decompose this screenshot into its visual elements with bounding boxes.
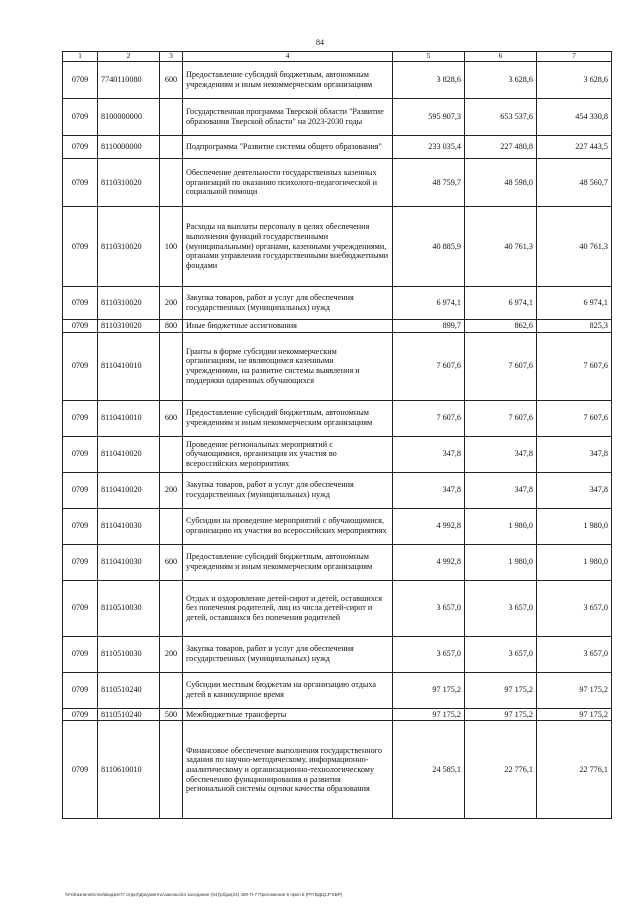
amount-col7: 1 980,0 (537, 508, 612, 544)
section-code: 0709 (63, 319, 98, 332)
amount-col6: 347,8 (465, 472, 537, 508)
target-article-code: 8100000000 (98, 98, 160, 135)
amount-col5: 6 974,1 (393, 286, 465, 319)
expense-type-code: 200 (160, 472, 183, 508)
section-code: 0709 (63, 636, 98, 672)
amount-col5: 48 759,7 (393, 158, 465, 206)
expense-type-code (160, 672, 183, 708)
section-code: 0709 (63, 580, 98, 636)
expense-type-code (160, 158, 183, 206)
expense-type-code: 500 (160, 708, 183, 721)
amount-col6: 40 761,3 (465, 206, 537, 286)
table-row (63, 636, 612, 672)
table-row (63, 400, 612, 436)
amount-col5: 4 992,8 (393, 508, 465, 544)
expense-type-code (160, 332, 183, 400)
target-article-code: 8110510030 (98, 580, 160, 636)
table-row (63, 721, 612, 819)
amount-col5: 40 885,9 (393, 206, 465, 286)
section-code: 0709 (63, 400, 98, 436)
amount-col7: 3 657,0 (537, 636, 612, 672)
row-name: Гранты в форме субсидии некоммерческим организациям, не являющимся казенными учреждениями, на развитие системы выявления и поддержки одаренных обучающихся (183, 332, 393, 400)
file-path-footer: \\Fs\Казначейство\Бюджет\7 отдел\Документы\законы\24 заседание (04)\рбдж(24) 460-П-7 Приложение 5 прил 6 (РП ВДЦСР КВР) (65, 892, 343, 897)
row-name: Закупка товаров, работ и услуг для обеспечения государственных (муниципальных) нужд (183, 286, 393, 319)
amount-col5: 347,8 (393, 472, 465, 508)
amount-col5: 233 035,4 (393, 135, 465, 158)
column-number: 6 (465, 52, 537, 62)
amount-col6: 6 974,1 (465, 286, 537, 319)
amount-col7: 22 776,1 (537, 721, 612, 819)
table-row (63, 61, 612, 98)
amount-col5: 7 607,6 (393, 400, 465, 436)
amount-col7: 97 175,2 (537, 708, 612, 721)
table-row (63, 319, 612, 332)
amount-col7: 825,3 (537, 319, 612, 332)
column-number: 7 (537, 52, 612, 62)
section-code: 0709 (63, 544, 98, 580)
amount-col5: 347,8 (393, 436, 465, 472)
row-name: Закупка товаров, работ и услуг для обеспечения государственных (муниципальных) нужд (183, 472, 393, 508)
amount-col6: 48 598,0 (465, 158, 537, 206)
amount-col6: 3 657,0 (465, 580, 537, 636)
amount-col7: 3 657,0 (537, 580, 612, 636)
target-article-code: 8110000000 (98, 135, 160, 158)
section-code: 0709 (63, 158, 98, 206)
table-row (63, 708, 612, 721)
table-row (63, 332, 612, 400)
expense-type-code (160, 135, 183, 158)
amount-col5: 3 657,0 (393, 580, 465, 636)
target-article-code: 8110410020 (98, 436, 160, 472)
row-name: Финансовое обеспечение выполнения государственного задания по научно-методическому, информационно-аналитическому и организационно-технологическому обеспечению функционирования и развития региональной системы оценки качества образования (183, 721, 393, 819)
column-number: 5 (393, 52, 465, 62)
amount-col5: 595 907,3 (393, 98, 465, 135)
column-number: 4 (183, 52, 393, 62)
amount-col6: 227 480,8 (465, 135, 537, 158)
amount-col6: 7 607,6 (465, 332, 537, 400)
amount-col7: 454 330,8 (537, 98, 612, 135)
row-name: Иные бюджетные ассигнования (183, 319, 393, 332)
amount-col5: 4 992,8 (393, 544, 465, 580)
table-row (63, 135, 612, 158)
amount-col7: 40 761,3 (537, 206, 612, 286)
table-row (63, 544, 612, 580)
column-number: 1 (63, 52, 98, 62)
expense-type-code: 600 (160, 61, 183, 98)
section-code: 0709 (63, 721, 98, 819)
amount-col6: 1 980,0 (465, 508, 537, 544)
row-name: Отдых и оздоровление детей-сирот и детей, оставшихся без попечения родителей, лиц из числа детей-сирот и детей, оставшихся без попечения родителей (183, 580, 393, 636)
row-name: Субсидии местным бюджетам на организацию отдыха детей в каникулярное время (183, 672, 393, 708)
amount-col6: 7 607,6 (465, 400, 537, 436)
expense-type-code (160, 721, 183, 819)
section-code: 0709 (63, 436, 98, 472)
row-name: Предоставление субсидий бюджетным, автономным учреждениям и иным некоммерческим организациям (183, 61, 393, 98)
row-name: Субсидии на проведение мероприятий с обучающимися, организацию их участия во всероссийских мероприятиях (183, 508, 393, 544)
row-name: Межбюджетные трансферты (183, 708, 393, 721)
section-code: 0709 (63, 135, 98, 158)
amount-col6: 97 175,2 (465, 672, 537, 708)
row-name: Подпрограмма "Развитие системы общего образования" (183, 135, 393, 158)
expense-type-code: 100 (160, 206, 183, 286)
expense-type-code (160, 98, 183, 135)
amount-col7: 97 175,2 (537, 672, 612, 708)
target-article-code: 8110410010 (98, 400, 160, 436)
amount-col7: 3 628,6 (537, 61, 612, 98)
expense-type-code: 200 (160, 286, 183, 319)
target-article-code: 8110510030 (98, 636, 160, 672)
amount-col5: 3 828,6 (393, 61, 465, 98)
section-code: 0709 (63, 98, 98, 135)
section-code: 0709 (63, 206, 98, 286)
target-article-code: 8110610010 (98, 721, 160, 819)
target-article-code: 7740110080 (98, 61, 160, 98)
amount-col6: 862,6 (465, 319, 537, 332)
amount-col5: 24 585,1 (393, 721, 465, 819)
row-name: Проведение региональных мероприятий с обучающимися, организация их участия во всероссийских мероприятиях (183, 436, 393, 472)
row-name: Предоставление субсидий бюджетным, автономным учреждениям и иным некоммерческим организациям (183, 544, 393, 580)
table-row (63, 672, 612, 708)
amount-col7: 6 974,1 (537, 286, 612, 319)
target-article-code: 8110410010 (98, 332, 160, 400)
amount-col6: 347,8 (465, 436, 537, 472)
row-name: Предоставление субсидий бюджетным, автономным учреждениям и иным некоммерческим организациям (183, 400, 393, 436)
amount-col7: 48 560,7 (537, 158, 612, 206)
amount-col5: 97 175,2 (393, 672, 465, 708)
target-article-code: 8110310020 (98, 158, 160, 206)
amount-col7: 1 980,0 (537, 544, 612, 580)
expense-type-code: 600 (160, 400, 183, 436)
amount-col5: 3 657,0 (393, 636, 465, 672)
target-article-code: 8110410030 (98, 544, 160, 580)
amount-col7: 7 607,6 (537, 400, 612, 436)
column-number-row (63, 52, 612, 62)
expense-type-code (160, 580, 183, 636)
amount-col5: 7 607,6 (393, 332, 465, 400)
amount-col6: 3 628,6 (465, 61, 537, 98)
column-number: 2 (98, 52, 160, 62)
table-row (63, 508, 612, 544)
expense-type-code: 600 (160, 544, 183, 580)
expense-type-code (160, 508, 183, 544)
section-code: 0709 (63, 61, 98, 98)
amount-col7: 347,8 (537, 472, 612, 508)
section-code: 0709 (63, 508, 98, 544)
row-name: Обеспечение деятельности государственных казенных организаций по оказанию психолого-педагогической и социальной помощи (183, 158, 393, 206)
section-code: 0709 (63, 708, 98, 721)
target-article-code: 8110310020 (98, 319, 160, 332)
amount-col7: 227 443,5 (537, 135, 612, 158)
amount-col6: 653 537,6 (465, 98, 537, 135)
budget-table (62, 51, 612, 819)
amount-col6: 1 980,0 (465, 544, 537, 580)
section-code: 0709 (63, 672, 98, 708)
section-code: 0709 (63, 286, 98, 319)
amount-col6: 97 175,2 (465, 708, 537, 721)
target-article-code: 8110410020 (98, 472, 160, 508)
target-article-code: 8110510240 (98, 672, 160, 708)
amount-col6: 3 657,0 (465, 636, 537, 672)
row-name: Государственная программа Тверской области "Развитие образования Тверской области" на 2023-2030 годы (183, 98, 393, 135)
row-name: Закупка товаров, работ и услуг для обеспечения государственных (муниципальных) нужд (183, 636, 393, 672)
expense-type-code: 200 (160, 636, 183, 672)
amount-col6: 22 776,1 (465, 721, 537, 819)
table-row (63, 158, 612, 206)
amount-col5: 899,7 (393, 319, 465, 332)
section-code: 0709 (63, 332, 98, 400)
section-code: 0709 (63, 472, 98, 508)
target-article-code: 8110410030 (98, 508, 160, 544)
amount-col7: 347,8 (537, 436, 612, 472)
table-row (63, 580, 612, 636)
column-number: 3 (160, 52, 183, 62)
table-row (63, 206, 612, 286)
expense-type-code (160, 436, 183, 472)
amount-col5: 97 175,2 (393, 708, 465, 721)
expense-type-code: 800 (160, 319, 183, 332)
row-name: Расходы на выплаты персоналу в целях обеспечения выполнения функций государственными (муниципальными) органами, казенными учреждениями, органами управления государственными внебюджетными фондами (183, 206, 393, 286)
target-article-code: 8110510240 (98, 708, 160, 721)
page-number: 84 (316, 38, 324, 47)
table-row (63, 286, 612, 319)
table-row (63, 472, 612, 508)
table-row (63, 436, 612, 472)
table-row (63, 98, 612, 135)
target-article-code: 8110310020 (98, 206, 160, 286)
target-article-code: 8110310020 (98, 286, 160, 319)
amount-col7: 7 607,6 (537, 332, 612, 400)
